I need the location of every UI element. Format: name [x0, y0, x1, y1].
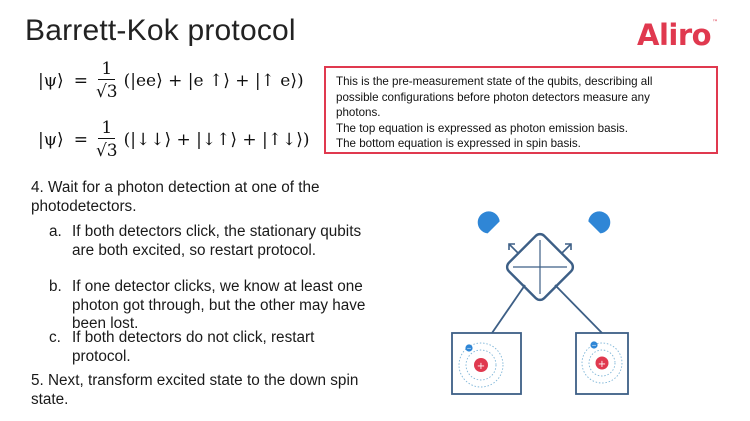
nucleus-symbol: + — [597, 359, 607, 370]
left-photodetector-icon — [473, 207, 501, 235]
equation-lhs: |ψ⟩ — [38, 71, 64, 91]
explanation-note-box — [324, 66, 718, 154]
note-line: This is the pre-measurement state of the qubits, describing all — [336, 75, 653, 88]
aliro-logo — [637, 18, 718, 52]
sub-item-b — [49, 278, 369, 334]
sub-item-text: If one detector clicks, we know at least one photon got through, but the other may have been lost. — [72, 278, 366, 332]
beam-splitter — [505, 232, 576, 303]
equation-emission-basis — [38, 60, 304, 102]
note-line: possible configurations before photon detectors measure any — [336, 90, 650, 104]
sub-item-letter: b. — [49, 278, 62, 295]
electron-symbol: − — [466, 345, 472, 352]
slide-title: Barrett-Kok protocol — [25, 14, 296, 47]
logo-trademark: ™ — [712, 19, 718, 26]
nucleus-symbol: + — [476, 361, 486, 372]
equation-body: (|ee⟩ + |e ↑⟩ + |↑ e⟩) — [123, 71, 304, 91]
sub-item-letter: a. — [49, 223, 62, 240]
barrett-kok-setup-diagram — [440, 205, 640, 405]
sub-item-letter: c. — [49, 329, 61, 346]
sub-item-a — [49, 223, 369, 260]
equation-lhs: |ψ⟩ — [38, 130, 64, 150]
fraction-denominator: √3 — [95, 141, 118, 161]
equals-sign: = — [73, 130, 88, 150]
sub-item-c — [49, 329, 369, 366]
fraction-numerator: 1 — [98, 119, 115, 139]
left-connection-line — [492, 285, 525, 333]
sub-item-text: If both detectors click, the stationary qubits are both excited, so restart protocol. — [72, 223, 362, 259]
fraction-denominator: √3 — [95, 82, 118, 102]
equation-body: (|↓↓⟩ + |↓↑⟩ + |↑↓⟩) — [123, 130, 310, 150]
right-connection-line — [555, 285, 602, 333]
equation-spin-basis — [38, 119, 310, 161]
equals-sign: = — [73, 71, 88, 91]
sub-item-text: If both detectors do not click, restart protocol. — [72, 329, 315, 365]
note-line: The bottom equation is expressed in spin basis. — [336, 137, 581, 151]
step-4-text: 4. Wait for a photon detection at one of the photodetectors. — [31, 179, 320, 215]
left-qubit-atom-icon — [452, 333, 521, 394]
fraction-numerator: 1 — [98, 60, 115, 80]
fraction — [96, 60, 118, 102]
electron-symbol: − — [591, 342, 597, 349]
note-line: photons. — [336, 106, 381, 120]
fraction — [96, 119, 118, 161]
right-qubit-atom-icon — [576, 333, 628, 394]
logo-text: Aliro — [637, 18, 712, 52]
note-line: The top equation is expressed as photon emission basis. — [336, 121, 628, 135]
step-5-text: 5. Next, transform excited state to the down spin state. — [31, 372, 359, 408]
right-photodetector-icon — [587, 207, 615, 235]
